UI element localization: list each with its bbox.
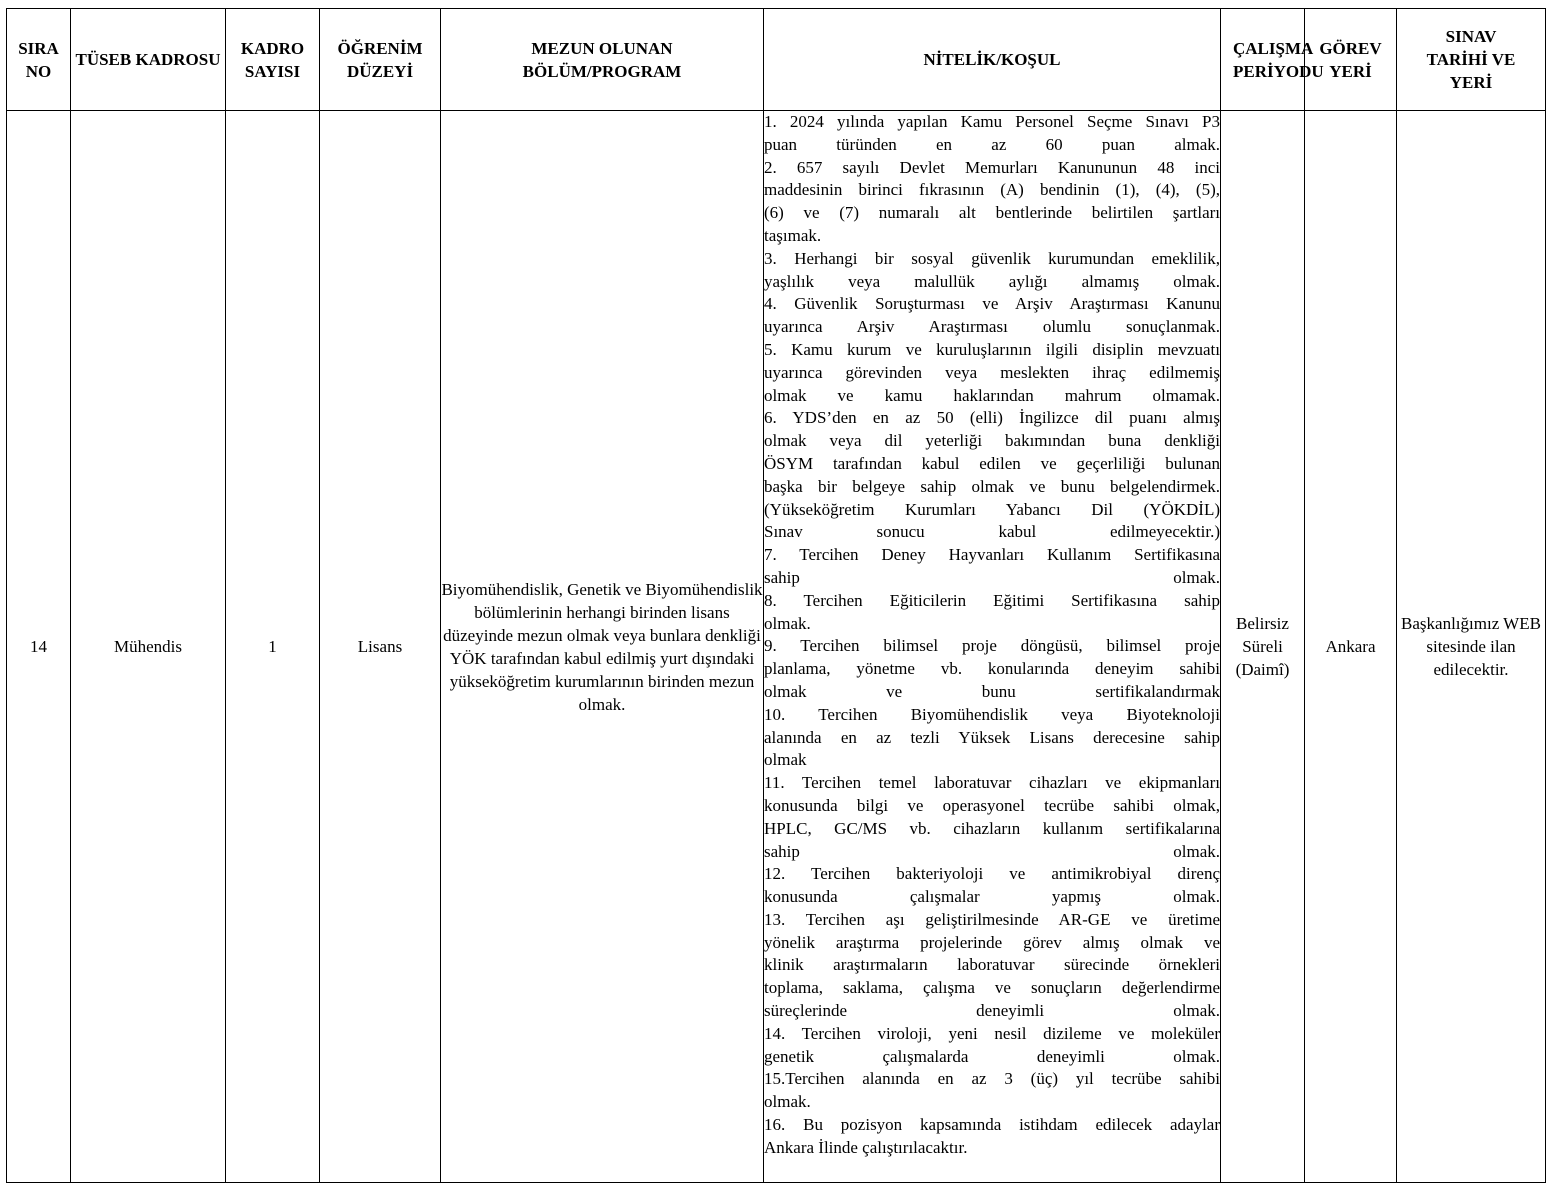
nitelik-line: planlama, yönetme vb. konularında deneyim sahibi [764,659,1220,679]
header-mezun-olunan: MEZUN OLUNAN BÖLÜM/PROGRAM [441,9,764,111]
nitelik-line: olmak. [764,613,811,633]
table-row [7,111,1546,1183]
nitelik-line: 12. Tercihen bakteriyoloji ve antimikrobiyal direnç [764,864,1220,884]
cell-sinav-tarihi: Başkanlığımız WEB sitesinde ilan edilecektir. [1397,111,1546,1183]
header-sinav-tarihi: SINAV TARİHİ VE YERİ [1397,9,1546,111]
header-calisma-periyodu: ÇALIŞMA PERİYODU [1221,9,1305,111]
cell-sira-no: 14 [7,111,71,1183]
cell-calisma-periyodu: Belirsiz Süreli (Daimî) [1221,111,1305,1183]
header-sira-no: SIRA NO [7,9,71,111]
position-table [6,8,1546,1183]
header-nitelik-kosul: NİTELİK/KOŞUL [764,9,1221,111]
nitelik-line: 15.Tercihen alanında en az 3 (üç) yıl tecrübe sahibi [764,1069,1220,1089]
nitelik-line: sahip olmak. [764,567,1220,587]
nitelik-line: 4. Güvenlik Soruşturması ve Arşiv Araştırması Kanunu [764,294,1220,314]
nitelik-line: 2. 657 sayılı Devlet Memurları Kanununun 48 inci [764,157,1220,177]
cell-nitelik-kosul [764,111,1221,1183]
nitelik-line: HPLC, GC/MS vb. cihazların kullanım sertifikalarına [764,818,1220,838]
nitelik-line: 11. Tercihen temel laboratuvar cihazları ve ekipmanları [764,773,1220,793]
cell-kadro-sayisi: 1 [226,111,320,1183]
cell-tuseb-kadrosu: Mühendis [71,111,226,1183]
header-gorev-yeri: GÖREV YERİ [1305,9,1397,111]
nitelik-line: genetik çalışmalarda deneyimli olmak. [764,1046,1220,1066]
nitelik-line: başka bir belgeye sahip olmak ve bunu belgelendirmek. [764,476,1220,496]
nitelik-line: (Yükseköğretim Kurumları Yabancı Dil (YÖKDİL) [764,499,1220,519]
nitelik-line: 1. 2024 yılında yapılan Kamu Personel Seçme Sınavı P3 [764,112,1220,131]
nitelik-line: olmak veya dil yeterliği bakımından buna denkliği [764,431,1220,451]
nitelik-line: puan türünden en az 60 puan almak. [764,134,1220,154]
nitelik-line: 13. Tercihen aşı geliştirilmesinde AR-GE ve üretime [764,909,1220,929]
nitelik-line: sahip olmak. [764,841,1220,861]
nitelik-line: uyarınca Arşiv Araştırması olumlu sonuçlanmak. [764,317,1220,337]
nitelik-line: 6. YDS’den en az 50 (elli) İngilizce dil puanı almış [764,408,1220,428]
nitelik-line: olmak ve kamu haklarından mahrum olmamak. [764,385,1220,405]
header-row [7,9,1546,111]
cell-ogrenim-duzeyi: Lisans [320,111,441,1183]
nitelik-line: 3. Herhangi bir sosyal güvenlik kurumundan emeklilik, [764,248,1220,268]
nitelik-line: 5. Kamu kurum ve kuruluşlarının ilgili disiplin mevzuatı [764,339,1220,359]
nitelik-line: olmak [764,750,807,770]
nitelik-line: 14. Tercihen viroloji, yeni nesil dizileme ve moleküler [764,1023,1220,1043]
nitelik-line: uyarınca görevinden veya meslekten ihraç edilmemiş [764,362,1220,382]
nitelik-line: 9. Tercihen bilimsel proje döngüsü, bilimsel proje [764,636,1220,656]
header-ogrenim-duzeyi: ÖĞRENİM DÜZEYİ [320,9,441,111]
nitelik-line: konusunda çalışmalar yapmış olmak. [764,887,1220,907]
nitelik-line: alanında en az tezli Yüksek Lisans derecesine sahip [764,727,1220,747]
cell-mezun-olunan: Biyomühendislik, Genetik ve Biyomühendislik bölümlerinin herhangi birinden lisans düzeyinde mezun olmak veya bunlara denkliği YÖK tarafından kabul edilmiş yurt dışındaki yükseköğretim kurumlarının birinden mezun olmak. [441,111,764,1183]
nitelik-line: süreçlerinde deneyimli olmak. [764,1001,1220,1021]
nitelik-line: (6) ve (7) numaralı alt bentlerinde belirtilen şartları [764,203,1220,223]
nitelik-line: ÖSYM tarafından kabul edilen ve geçerliliği bulunan [764,453,1220,473]
header-tuseb-kadrosu: TÜSEB KADROSU [71,9,226,111]
cell-gorev-yeri: Ankara [1305,111,1397,1183]
nitelik-line: klinik araştırmaların laboratuvar sürecinde örnekleri [764,955,1220,975]
nitelik-line: Sınav sonucu kabul edilmeyecektir.) [764,522,1220,542]
nitelik-line: 10. Tercihen Biyomühendislik veya Biyoteknoloji [764,704,1220,724]
nitelik-line: yaşlılık veya malullük aylığı almamış olmak. [764,271,1220,291]
nitelik-line: toplama, saklama, çalışma ve sonuçların değerlendirme [764,978,1220,998]
nitelik-line: 7. Tercihen Deney Hayvanları Kullanım Sertifikasına [764,545,1220,565]
nitelik-line: yönelik araştırma projelerinde görev almış olmak ve [764,932,1220,952]
nitelik-line: 8. Tercihen Eğiticilerin Eğitimi Sertifikasına sahip [764,590,1220,610]
nitelik-line: 16. Bu pozisyon kapsamında istihdam edilecek adaylar [764,1115,1220,1135]
nitelik-line: taşımak. [764,225,822,245]
nitelik-line: maddesinin birinci fıkrasının (A) bendinin (1), (4), (5), [764,180,1220,200]
nitelik-list [764,111,1220,1160]
nitelik-line: Ankara İlinde çalıştırılacaktır. [764,1137,968,1157]
nitelik-line: olmak. [764,1092,811,1112]
header-kadro-sayisi: KADRO SAYISI [226,9,320,111]
nitelik-line: olmak ve bunu sertifikalandırmak [764,681,1220,701]
nitelik-line: konusunda bilgi ve operasyonel tecrübe sahibi olmak, [764,795,1220,815]
